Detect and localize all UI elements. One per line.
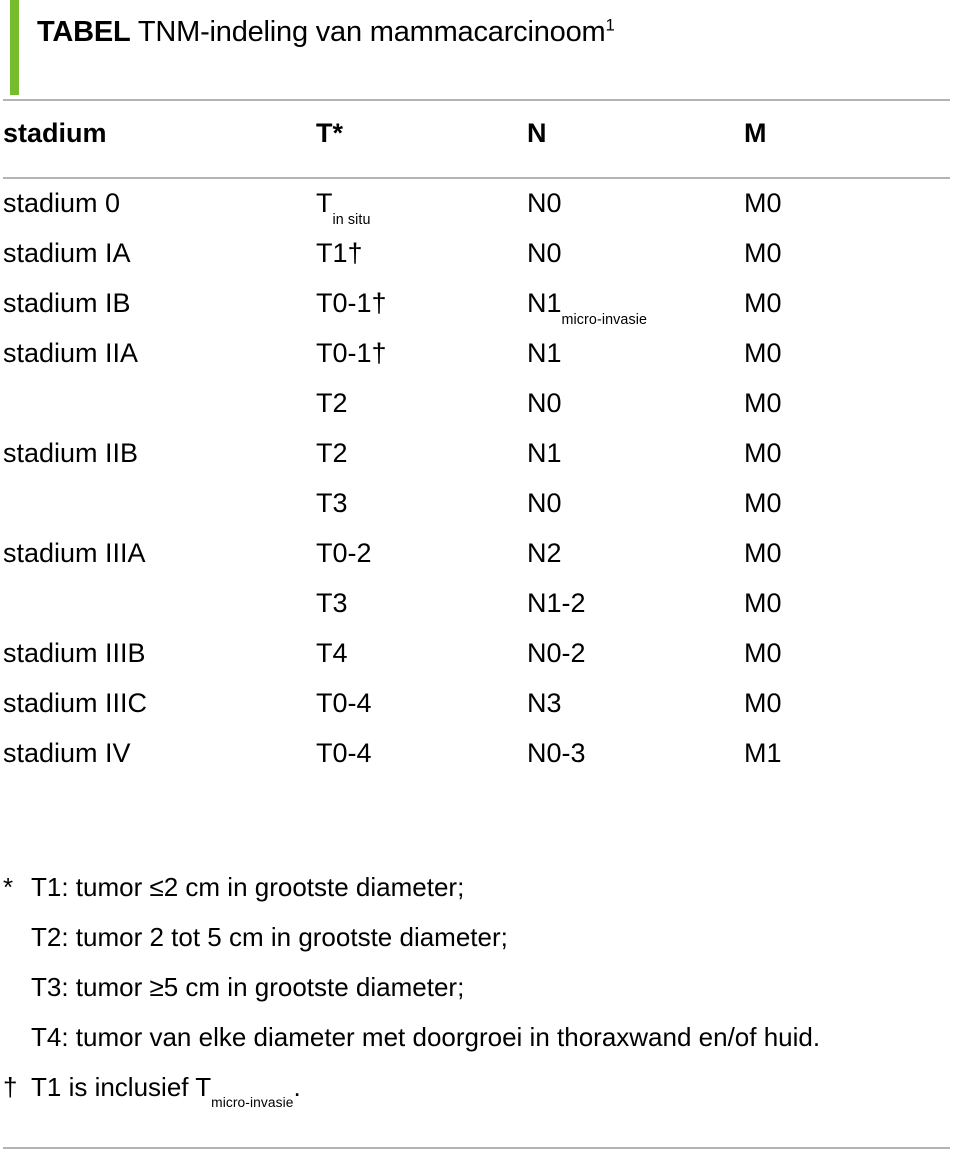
cell-m: M0 — [744, 688, 782, 718]
cell-stadium: stadium IA — [3, 238, 131, 268]
cell-t: T2 — [316, 388, 348, 418]
footnote-text: T3: tumor ≥5 cm in grootste diameter; — [31, 972, 465, 1002]
cell-t: T2 — [316, 438, 348, 468]
title-subject: TNM-indeling van mammacarcinoom — [130, 16, 606, 48]
cell-t: T0-4 — [316, 688, 372, 718]
cell-stadium: stadium IB — [3, 288, 131, 318]
accent-bar — [10, 0, 19, 95]
cell-n: N0 — [527, 388, 562, 418]
cell-stadium: stadium IIIB — [3, 638, 146, 668]
footnote-subscript: micro-invasie — [211, 1095, 294, 1111]
footnote-line — [0, 1062, 959, 1112]
table-row — [0, 428, 959, 478]
cell-stadium: stadium 0 — [3, 188, 121, 218]
footnotes — [0, 862, 959, 1112]
cell-m: M0 — [744, 538, 782, 568]
cell-stadium: stadium IV — [3, 738, 131, 768]
table-body — [0, 178, 959, 778]
title-label: TABEL — [37, 16, 131, 48]
cell-n: N1-2 — [527, 588, 586, 618]
cell-t: T0-2 — [316, 538, 372, 568]
cell-n: N3 — [527, 688, 562, 718]
footnote-line — [0, 862, 959, 912]
cell-m: M0 — [744, 638, 782, 668]
cell-m: M1 — [744, 738, 782, 768]
table-row — [0, 728, 959, 778]
table-row — [0, 228, 959, 278]
cell-stadium: stadium IIIC — [3, 688, 148, 718]
cell-stadium: stadium IIA — [3, 338, 139, 368]
cell-t: T4 — [316, 638, 348, 668]
cell-m: M0 — [744, 188, 782, 218]
footnote-text: T4: tumor van elke diameter met doorgroei in thoraxwand en/of huid. — [31, 1022, 821, 1052]
cell-t: T0-1† — [316, 338, 387, 368]
table-row — [0, 528, 959, 578]
table-row — [0, 278, 959, 328]
cell-n-subscript: micro-invasie — [561, 311, 648, 328]
cell-n: N0 — [527, 188, 562, 218]
cell-t-subscript: in situ — [332, 211, 371, 228]
table-row — [0, 628, 959, 678]
table-row — [0, 678, 959, 728]
cell-t: $T_{in situ}$ — [316, 188, 371, 228]
cell-m: M0 — [744, 588, 782, 618]
footnote-marker: * — [3, 872, 14, 902]
footnote-text: T2: tumor 2 tot 5 cm in grootste diameter; — [31, 922, 508, 952]
rule-bottom — [3, 1147, 950, 1149]
table-row — [0, 178, 959, 228]
cell-n: N0-2 — [527, 638, 586, 668]
table-row — [0, 378, 959, 428]
cell-n: N2 — [527, 538, 562, 568]
cell-t: T1† — [316, 238, 363, 268]
cell-m: M0 — [744, 488, 782, 518]
footnote-marker: † — [3, 1072, 18, 1102]
table-row — [0, 578, 959, 628]
column-header-stadium: stadium — [3, 118, 107, 148]
table-row — [0, 478, 959, 528]
cell-stadium: stadium IIIA — [3, 538, 146, 568]
cell-t: T0-4 — [316, 738, 372, 768]
table-title-block — [0, 0, 959, 100]
cell-n: $N1_{micro-invasie}$ — [527, 288, 648, 328]
column-header-t: T* — [316, 118, 343, 148]
footnote-line — [0, 962, 959, 1012]
page-title — [37, 17, 615, 49]
column-header-m: M — [744, 118, 767, 148]
rule-above-header — [3, 99, 950, 101]
tnm-table — [0, 108, 959, 778]
table-row — [0, 328, 959, 378]
cell-m: M0 — [744, 288, 782, 318]
footnote-line — [0, 912, 959, 962]
cell-m: M0 — [744, 238, 782, 268]
cell-n: N1 — [527, 438, 562, 468]
title-reference-superscript: 1 — [605, 15, 615, 35]
cell-m: M0 — [744, 338, 782, 368]
cell-m: M0 — [744, 438, 782, 468]
cell-t: T3 — [316, 588, 348, 618]
cell-m: M0 — [744, 388, 782, 418]
cell-n: N0-3 — [527, 738, 586, 768]
cell-n: N0 — [527, 238, 562, 268]
cell-n: N0 — [527, 488, 562, 518]
footnote-line — [0, 1012, 959, 1062]
cell-stadium: stadium IIB — [3, 438, 139, 468]
cell-n: N1 — [527, 338, 562, 368]
column-header-n: N — [527, 118, 547, 148]
footnote-text: T1 is inclusief $T_{micro-invasie}$. — [31, 1072, 301, 1111]
cell-t: T0-1† — [316, 288, 387, 318]
cell-t: T3 — [316, 488, 348, 518]
table-header-row — [0, 108, 959, 178]
footnote-text: T1: tumor ≤2 cm in grootste diameter; — [31, 872, 465, 902]
